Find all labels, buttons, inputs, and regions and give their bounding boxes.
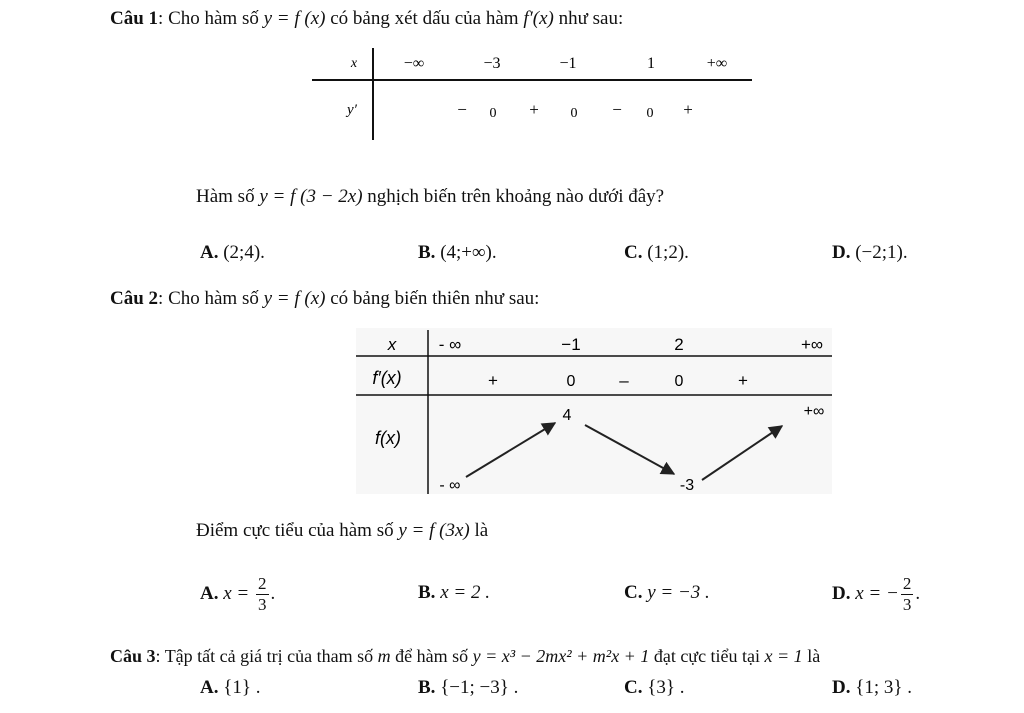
q2-option-c-letter: C. <box>624 582 643 603</box>
q3-stem <box>110 646 820 667</box>
q1-question-a: Hàm số <box>196 186 260 207</box>
q2-option-d-pre: x = − <box>855 582 899 604</box>
q1-option-b-letter: B. <box>418 242 436 263</box>
q1-option-a-letter: A. <box>200 242 219 263</box>
q2-x-val-0: - ∞ <box>438 335 462 354</box>
q1-x-label: x <box>350 56 358 71</box>
q3-option-c-text: {3} . <box>647 677 685 698</box>
q2-option-a-den: 3 <box>258 595 267 614</box>
q1-sign-1: 0 <box>489 106 497 121</box>
q2-option-d-post: . <box>915 582 921 604</box>
q2-option-b[interactable] <box>418 582 490 604</box>
q2-option-a-post: . <box>270 582 276 604</box>
q1-sign-3: 0 <box>570 106 578 121</box>
q1-option-d-text: (−2;1). <box>855 242 908 263</box>
q3-label: Câu 3 <box>110 646 156 666</box>
q3-text-b: để hàm số <box>390 646 473 666</box>
q2-sign-1: 0 <box>566 373 576 390</box>
q1-sign-6: + <box>683 100 693 119</box>
q1-x-val-4: +∞ <box>706 55 728 72</box>
q2-intro-a: : Cho hàm số <box>158 288 264 309</box>
q2-option-d-num: 2 <box>902 574 912 593</box>
q2-option-b-letter: B. <box>418 582 436 603</box>
q2-option-b-text: x = 2 . <box>440 582 490 603</box>
q2-f-val-0: - ∞ <box>439 477 461 494</box>
q1-option-c-text: (1;2). <box>647 242 689 263</box>
q1-option-a-text: (2;4). <box>223 242 265 263</box>
q2-sign-0: + <box>488 371 498 390</box>
q2-sign-4: + <box>738 371 748 390</box>
q3-param: m <box>377 646 391 666</box>
q1-intro-b: có bảng xét dấu của hàm <box>325 8 524 29</box>
q3-option-a[interactable] <box>200 677 260 699</box>
q3-option-b[interactable] <box>418 677 518 699</box>
q2-sign-2: – <box>619 371 629 390</box>
q1-sign-5: 0 <box>646 106 654 121</box>
q3-option-b-text: {−1; −3} . <box>440 677 519 698</box>
q2-option-a[interactable] <box>200 574 275 615</box>
q1-sign-2: + <box>529 100 539 119</box>
q1-label: Câu 1 <box>110 8 159 29</box>
q3-option-a-letter: A. <box>200 677 219 698</box>
q1-x-val-0: −∞ <box>403 55 425 72</box>
q2-x-label: x <box>387 335 397 354</box>
q2-f-val-2: -3 <box>679 477 695 494</box>
q2-option-d-fraction <box>901 574 914 615</box>
q2-intro-b: có bảng biến thiên như sau: <box>325 288 540 309</box>
q2-question-b: là <box>469 520 489 541</box>
q1-func: y = f (x) <box>263 8 326 29</box>
q1-option-c-letter: C. <box>624 242 643 263</box>
q2-label: Câu 2 <box>110 288 159 309</box>
q1-question-func: y = f (3 − 2x) <box>259 186 363 207</box>
q2-x-val-1: −1 <box>561 335 581 354</box>
q3-option-a-text: {1} . <box>223 677 261 698</box>
q3-option-c-letter: C. <box>624 677 643 698</box>
q2-f-val-1: 4 <box>562 407 572 424</box>
q1-x-val-1: −3 <box>483 55 501 72</box>
q1-intro-a: : Cho hàm số <box>158 8 264 29</box>
q2-f-val-3: +∞ <box>803 403 825 420</box>
q2-question <box>196 520 488 542</box>
q2-option-c[interactable] <box>624 582 710 604</box>
q2-func: y = f (x) <box>263 288 326 309</box>
q1-deriv: f′(x) <box>523 8 554 29</box>
q3-option-b-letter: B. <box>418 677 436 698</box>
q2-option-c-text: y = −3 . <box>647 582 710 603</box>
q3-cond: x = 1 <box>764 646 803 666</box>
q3-option-d[interactable] <box>832 677 912 699</box>
q1-intro-c: như sau: <box>553 8 624 29</box>
q2-f-label: f(x) <box>375 428 401 448</box>
q3-option-d-text: {1; 3} . <box>855 677 913 698</box>
q1-x-val-2: −1 <box>559 55 577 72</box>
q2-question-a: Điểm cực tiểu của hàm số <box>196 520 399 541</box>
q3-text-a: : Tập tất cả giá trị của tham số <box>155 646 378 666</box>
q1-question-b: nghịch biến trên khoảng nào dưới đây? <box>362 186 665 207</box>
q2-sign-3: 0 <box>674 373 684 390</box>
q2-option-d[interactable] <box>832 574 920 615</box>
q1-x-val-3: 1 <box>647 55 655 72</box>
q2-option-a-fraction <box>256 574 269 615</box>
q2-fp-label: f′(x) <box>372 368 402 388</box>
q2-option-d-den: 3 <box>902 595 912 614</box>
q1-option-d-letter: D. <box>832 242 851 263</box>
q3-text-d: là <box>802 646 821 666</box>
q2-x-val-2: 2 <box>674 335 684 354</box>
q1-option-b-text: (4;+∞). <box>440 242 497 263</box>
q3-func: y = x³ − 2mx² + m²x + 1 <box>472 646 650 666</box>
q2-option-a-pre: x = <box>223 582 254 604</box>
q3-text-c: đạt cực tiểu tại <box>649 646 765 666</box>
q1-y-label: y′ <box>347 102 357 118</box>
q2-x-val-3: +∞ <box>800 335 824 354</box>
q1-sign-0: − <box>457 100 467 119</box>
q1-sign-4: − <box>612 100 622 119</box>
q2-option-a-letter: A. <box>200 582 219 604</box>
q2-option-d-letter: D. <box>832 582 851 604</box>
q2-question-func: y = f (3x) <box>398 520 470 541</box>
q3-option-c[interactable] <box>624 677 684 699</box>
q2-option-a-num: 2 <box>258 574 267 593</box>
q3-option-d-letter: D. <box>832 677 851 698</box>
